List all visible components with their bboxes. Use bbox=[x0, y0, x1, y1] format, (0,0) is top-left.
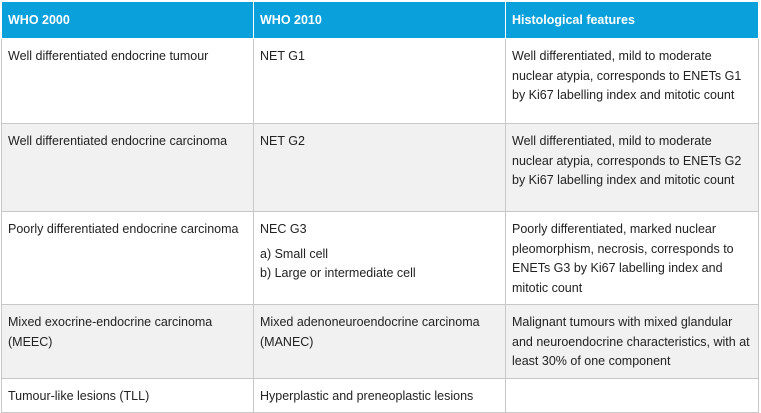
cell-who-2010: Hyperplastic and preneoplastic lesions bbox=[254, 378, 506, 413]
subtype-item: a) Small cell bbox=[260, 246, 329, 261]
cell-who-2000: Well differentiated endocrine tumour bbox=[2, 39, 254, 124]
table-header bbox=[2, 2, 759, 39]
subtype-item: b) Large or intermediate cell bbox=[260, 266, 416, 280]
cell-features: Malignant tumours with mixed glandular and neuroendocrine characteristics, with at least 30% of one component bbox=[506, 305, 759, 379]
cell-who-2000: Mixed exocrine-endocrine carcinoma (MEEC) bbox=[2, 305, 254, 379]
table-row bbox=[2, 212, 759, 305]
table-row bbox=[2, 305, 759, 379]
cell-features bbox=[506, 378, 759, 413]
classification-table bbox=[1, 1, 759, 413]
header-histological-features: Histological features bbox=[506, 2, 759, 39]
header-who-2010: WHO 2010 bbox=[254, 2, 506, 39]
subtype-list bbox=[260, 245, 499, 284]
table-row bbox=[2, 378, 759, 413]
table-row bbox=[2, 124, 759, 212]
cell-features: Poorly differentiated, marked nuclear pleomorphism, necrosis, corresponds to ENETs G3 by Ki67 labelling index and mitotic count bbox=[506, 212, 759, 305]
cell-who-2000: Tumour-like lesions (TLL) bbox=[2, 378, 254, 413]
cell-who-2010: Mixed adenoneuroendocrine carcinoma (MANEC) bbox=[254, 305, 506, 379]
header-row bbox=[2, 2, 759, 39]
table-body bbox=[2, 39, 759, 413]
table-row bbox=[2, 39, 759, 124]
grade-label: NEC G3 bbox=[260, 222, 307, 236]
header-who-2000: WHO 2000 bbox=[2, 2, 254, 39]
cell-features: Well differentiated, mild to moderate nuclear atypia, corresponds to ENETs G2 by Ki67 labelling index and mitotic count bbox=[506, 124, 759, 212]
cell-who-2010: NET G1 bbox=[254, 39, 506, 124]
cell-who-2010 bbox=[254, 212, 506, 305]
cell-features: Well differentiated, mild to moderate nuclear atypia, corresponds to ENETs G1 by Ki67 labelling index and mitotic count bbox=[506, 39, 759, 124]
cell-who-2000: Well differentiated endocrine carcinoma bbox=[2, 124, 254, 212]
cell-who-2010: NET G2 bbox=[254, 124, 506, 212]
cell-who-2000: Poorly differentiated endocrine carcinoma bbox=[2, 212, 254, 305]
